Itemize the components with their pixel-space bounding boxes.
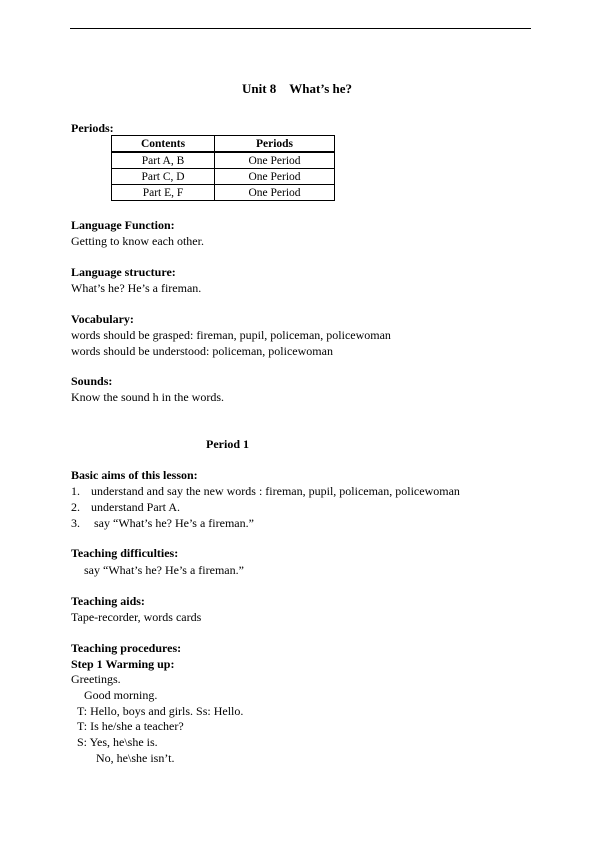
teaching-aids-heading: Teaching aids: <box>71 594 145 608</box>
table-cell: One Period <box>215 152 335 169</box>
procedure-line: T: Hello, boys and girls. Ss: Hello. <box>77 704 244 718</box>
step-1-heading: Step 1 Warming up: <box>71 657 175 671</box>
table-cell: Part E, F <box>112 185 215 201</box>
vocabulary-line-1: words should be grasped: fireman, pupil, policeman, policewoman <box>71 328 391 342</box>
list-text: say “What’s he? He’s a fireman.” <box>91 516 254 530</box>
list-item <box>71 500 180 515</box>
procedure-line: Good morning. <box>84 688 158 702</box>
sounds-text: Know the sound h in the words. <box>71 390 224 404</box>
language-structure-text: What’s he? He’s a fireman. <box>71 281 202 295</box>
page-title: Unit 8 What’s he? <box>242 81 353 96</box>
procedure-line: S: Yes, he\she is. <box>77 735 158 749</box>
language-structure-heading: Language structure: <box>71 265 176 279</box>
table-header-row <box>112 136 335 153</box>
teaching-aids-text: Tape-recorder, words cards <box>71 610 202 624</box>
language-function-text: Getting to know each other. <box>71 234 204 248</box>
table-cell: One Period <box>215 169 335 185</box>
teaching-procedures-heading: Teaching procedures: <box>71 641 182 655</box>
list-item <box>71 516 254 531</box>
vocabulary-line-2: words should be understood: policeman, policewoman <box>71 344 333 358</box>
table-header-contents: Contents <box>112 136 215 153</box>
table-cell: One Period <box>215 185 335 201</box>
basic-aims-heading: Basic aims of this lesson: <box>71 468 198 482</box>
procedure-line: No, he\she isn’t. <box>96 751 175 765</box>
list-number: 1. <box>71 484 80 498</box>
table-header-periods: Periods <box>215 136 335 153</box>
table-row <box>112 152 335 169</box>
teaching-difficulties-text: say “What’s he? He’s a fireman.” <box>84 563 244 577</box>
vocabulary-heading: Vocabulary: <box>71 312 134 326</box>
list-item <box>71 484 460 499</box>
sounds-heading: Sounds: <box>71 374 113 388</box>
periods-table <box>111 135 335 201</box>
table-cell: Part C, D <box>112 169 215 185</box>
table-row <box>112 169 335 185</box>
header-rule <box>70 28 531 29</box>
list-text: understand Part A. <box>91 500 180 514</box>
period-1-heading: Period 1 <box>206 437 249 451</box>
table-cell: Part A, B <box>112 152 215 169</box>
periods-heading: Periods: <box>71 121 114 135</box>
list-number: 2. <box>71 500 80 514</box>
table-row <box>112 185 335 201</box>
list-number: 3. <box>71 516 80 530</box>
language-function-heading: Language Function: <box>71 218 175 232</box>
teaching-difficulties-heading: Teaching difficulties: <box>71 546 179 560</box>
procedure-line: Greetings. <box>71 672 121 686</box>
list-text: understand and say the new words : fireman, pupil, policeman, policewoman <box>91 484 460 498</box>
procedure-line: T: Is he/she a teacher? <box>77 719 184 733</box>
